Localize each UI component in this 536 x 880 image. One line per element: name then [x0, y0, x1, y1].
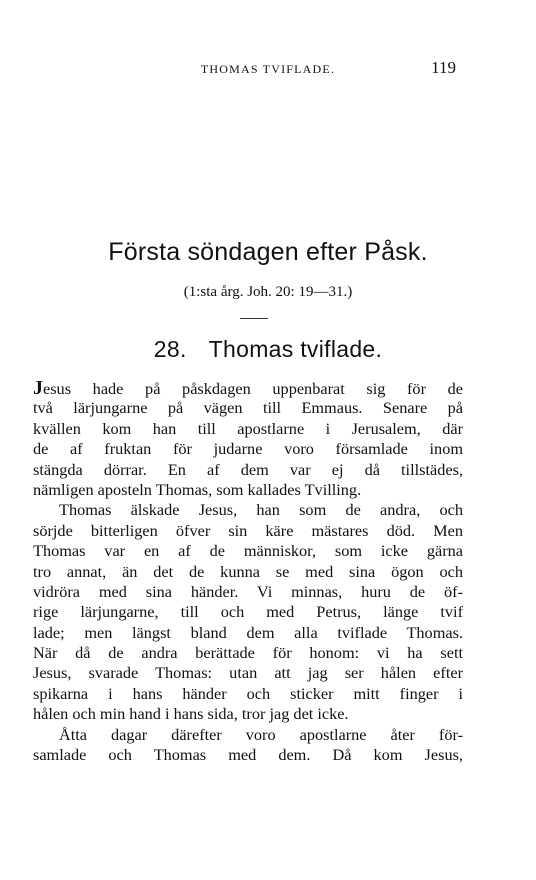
text-line: hålen och min hand i hans sida, tror jag det icke.	[33, 704, 349, 724]
text-line: nämligen aposteln Thomas, som kallades Tvilling.	[33, 479, 362, 499]
chapter-heading	[0, 336, 536, 363]
text-line: Jesus, svarade Thomas: utan att jag ser hålen efter	[33, 663, 463, 683]
text-line: lade; men längst bland dem alla tviflade Thomas.	[33, 622, 463, 642]
text-line: vidröra med sina händer. Vi minnas, huru de öf-	[33, 581, 463, 601]
text-line: Thomas älskade Jesus, han som de andra, och	[59, 500, 463, 520]
text-line: Åtta dagar därefter voro apostlarne åter för-	[59, 724, 463, 744]
text-line: sörjde bitterligen öfver sin käre mästares död. Men	[33, 520, 463, 540]
text-line: Thomas var en af de människor, som icke gärna	[33, 541, 463, 561]
text-line-rest: esus hade på påskdagen uppenbarat sig för de	[43, 379, 463, 398]
text-line: samlade och Thomas med dem. Då kom Jesus,	[33, 745, 463, 765]
chapter-number: 28.	[153, 336, 187, 362]
drop-cap: J	[33, 377, 43, 399]
text-line: kvällen kom han till apostlarne i Jerusalem, där	[33, 418, 463, 438]
section-title: Första söndagen efter Påsk.	[108, 238, 428, 266]
scripture-reference: (1:sta årg. Joh. 20: 19—31.)	[183, 284, 353, 300]
text-line: två lärjungarne på vägen till Emmaus. Senare på	[33, 398, 463, 418]
body-text	[33, 378, 463, 765]
chapter-title: Thomas tviflade.	[208, 336, 383, 362]
text-line: rige lärjungarne, till och med Petrus, länge tvif	[33, 602, 463, 622]
text-line: tro annat, än det de kunna se med sina ögon och	[33, 561, 463, 581]
divider-rule	[240, 318, 268, 319]
running-title: THOMAS TVIFLADE.	[200, 62, 336, 76]
text-line: de af fruktan för judarne voro församlade inom	[33, 439, 463, 459]
text-line: stängda dörrar. En af dem var ej då tillstädes,	[33, 459, 463, 479]
text-line: spikarna i hans händer och sticker mitt finger i	[33, 683, 463, 703]
text-line: När då de andra berättade för honom: vi ha sett	[33, 643, 463, 663]
page-number: 119	[431, 58, 456, 77]
text-line	[33, 378, 463, 398]
